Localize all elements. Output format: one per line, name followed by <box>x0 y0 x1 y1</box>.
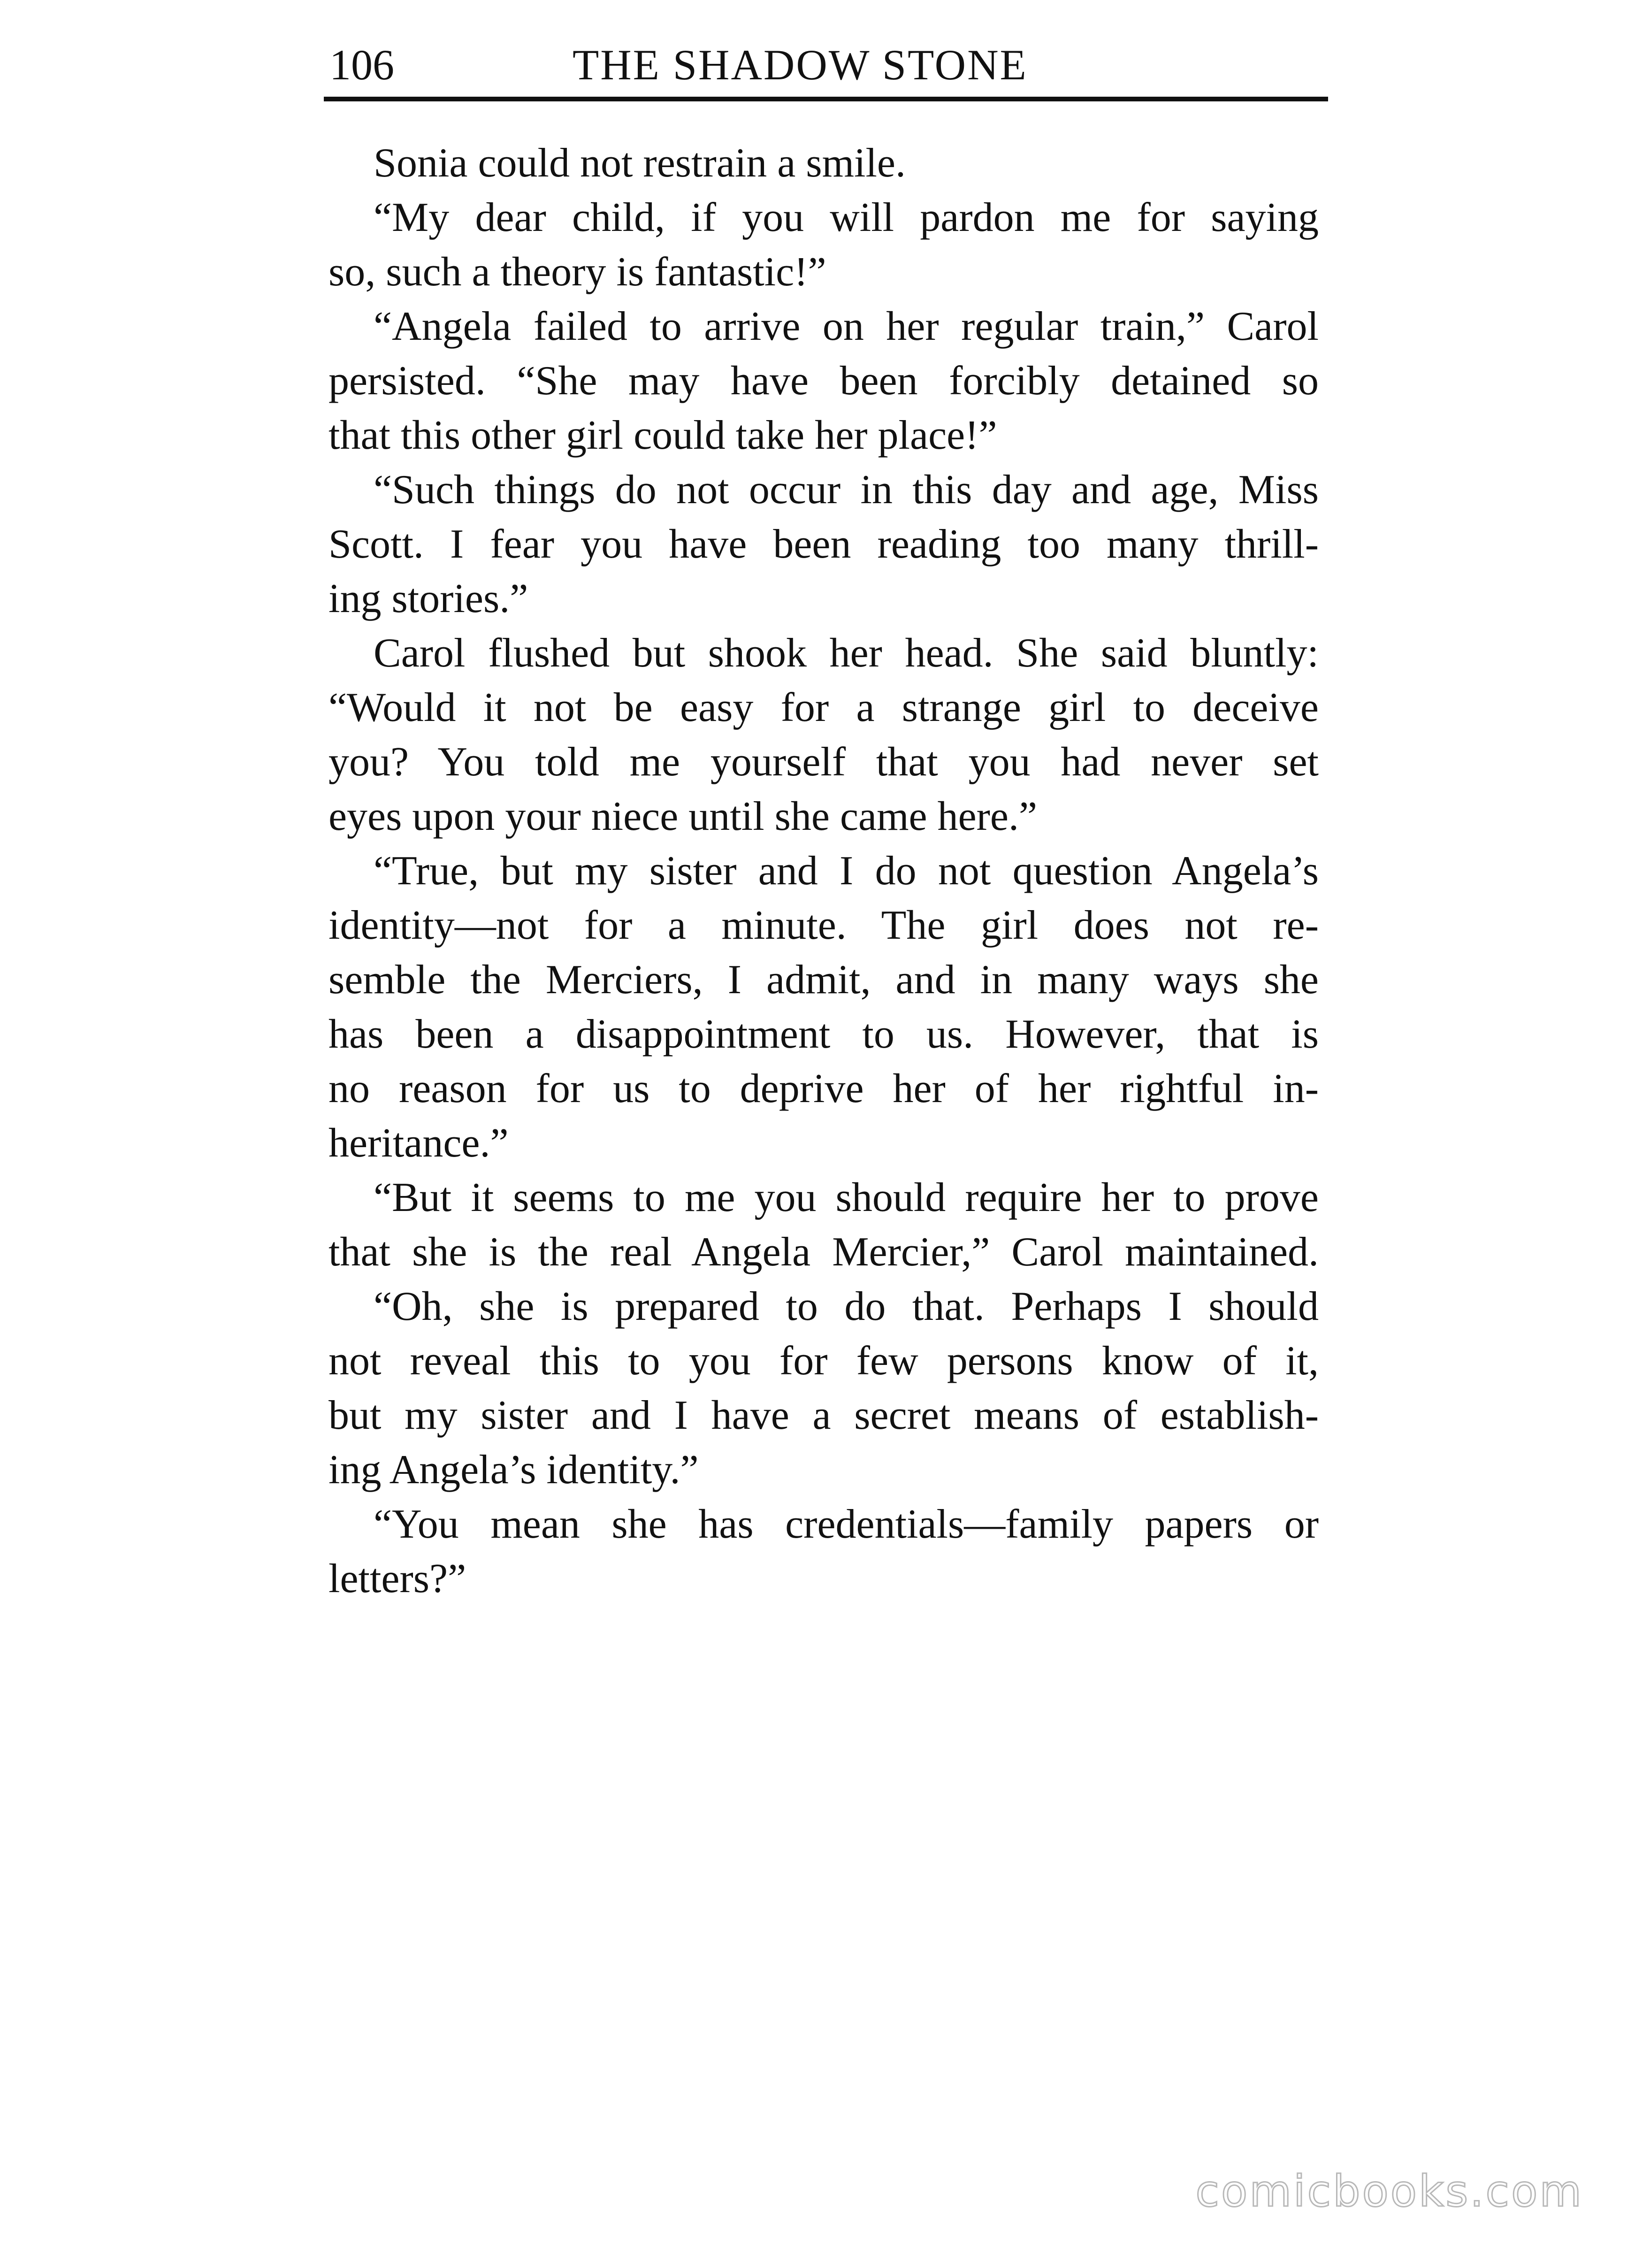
text-line: “Would it not be easy for a strange girl to deceive <box>329 685 1319 730</box>
text-line: that she is the real Angela Mercier,” Carol maintained. <box>329 1229 1319 1275</box>
text-line: “But it seems to me you should require her to prove <box>374 1175 1319 1220</box>
text-line: identity—not for a minute. The girl does not re- <box>329 903 1319 948</box>
header-rule <box>324 97 1328 101</box>
text-line: that this other girl could take her place!” <box>329 413 997 458</box>
text-line: “True, but my sister and I do not question Angela’s <box>374 848 1319 894</box>
text-line: letters?” <box>329 1556 466 1601</box>
text-line: “Angela failed to arrive on her regular train,” Carol <box>374 304 1319 349</box>
text-line: eyes upon your niece until she came here.” <box>329 794 1038 839</box>
text-line: so, such a theory is fantastic!” <box>329 249 826 295</box>
text-line: “Such things do not occur in this day and age, Miss <box>374 467 1319 513</box>
text-line: ing Angela’s identity.” <box>329 1447 699 1493</box>
text-line: has been a disappointment to us. However, that is <box>329 1011 1319 1057</box>
text-line: “My dear child, if you will pardon me for saying <box>374 195 1319 240</box>
page-header <box>324 37 1327 93</box>
text-line: semble the Merciers, I admit, and in many ways she <box>329 957 1319 1003</box>
page-number: 106 <box>329 41 394 89</box>
running-title: THE SHADOW STONE <box>573 41 1028 89</box>
body-text <box>329 136 1319 1606</box>
text-line: no reason for us to deprive her of her rightful in- <box>329 1066 1319 1111</box>
text-line: persisted. “She may have been forcibly detained so <box>329 358 1319 404</box>
text-line: “Oh, she is prepared to do that. Perhaps I should <box>374 1284 1319 1329</box>
watermark: comicbooks.com <box>1195 2166 1583 2216</box>
text-line: you? You told me yourself that you had never set <box>329 739 1319 785</box>
text-line: not reveal this to you for few persons know of it, <box>329 1338 1319 1384</box>
text-line: but my sister and I have a secret means of establish- <box>329 1393 1319 1438</box>
text-line: Scott. I fear you have been reading too many thrill- <box>329 521 1319 567</box>
text-line: Carol flushed but shook her head. She said bluntly: <box>374 630 1319 676</box>
text-line: “You mean she has credentials—family papers or <box>374 1502 1319 1547</box>
text-line: heritance.” <box>329 1120 509 1166</box>
text-line: ing stories.” <box>329 576 528 621</box>
text-line: Sonia could not restrain a smile. <box>374 140 906 186</box>
